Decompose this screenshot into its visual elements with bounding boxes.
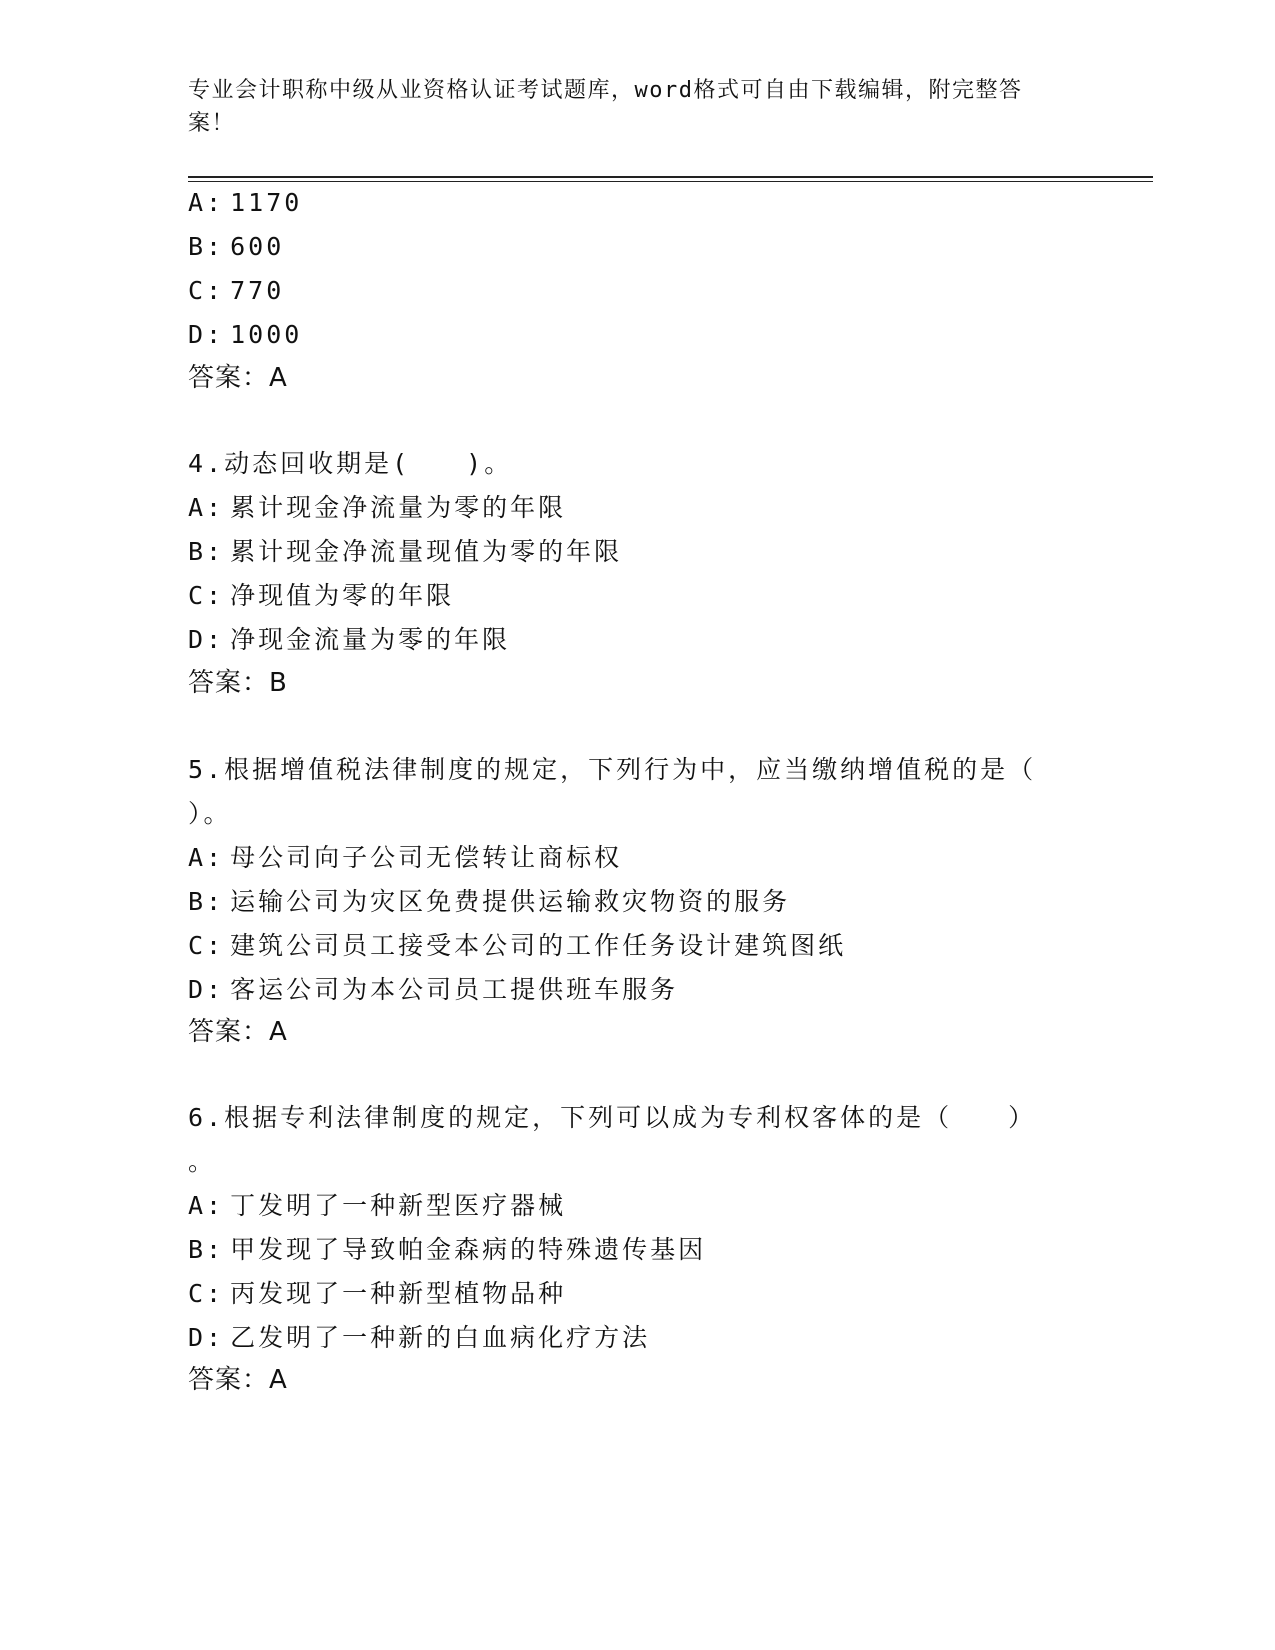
option-label: C: [188, 1279, 225, 1308]
option-text: 1000 [230, 320, 303, 349]
option-label: D: [188, 320, 225, 349]
option-label: C: [188, 931, 225, 960]
q3-option-c [188, 275, 284, 307]
option-label: A: [188, 188, 225, 217]
option-text: 母公司向子公司无偿转让商标权 [230, 843, 623, 872]
option-text: 600 [230, 232, 285, 261]
q5-stem-line1: 5.根据增值税法律制度的规定，下列行为中，应当缴纳增值税的是（ [188, 755, 1037, 784]
option-text: 770 [230, 276, 285, 305]
option-text: 运输公司为灾区免费提供运输救灾物资的服务 [230, 887, 791, 916]
q6-option-b [188, 1234, 706, 1266]
option-label: D: [188, 975, 225, 1004]
option-label: B: [188, 1235, 225, 1264]
option-text: 甲发现了导致帕金森病的特殊遗传基因 [230, 1235, 707, 1264]
q4-option-b [188, 536, 622, 568]
option-label: A: [188, 1191, 225, 1220]
q6-option-d [188, 1322, 650, 1354]
option-label: C: [188, 581, 225, 610]
q6-option-c [188, 1278, 566, 1310]
option-label: B: [188, 887, 225, 916]
option-label: C: [188, 276, 225, 305]
option-label: D: [188, 1323, 225, 1352]
option-text: 累计现金净流量现值为零的年限 [230, 537, 623, 566]
q6-stem-line1: 6.根据专利法律制度的规定，下列可以成为专利权客体的是（ ） [188, 1103, 1037, 1132]
q4-option-d [188, 624, 510, 656]
q4-option-a [188, 492, 566, 524]
option-text: 乙发明了一种新的白血病化疗方法 [230, 1323, 651, 1352]
q5-option-a [188, 842, 622, 874]
header-divider-thick [188, 176, 1153, 178]
page-header-text: 专业会计职称中级从业资格认证考试题库，word格式可自由下载编辑，附完整答案！ [188, 78, 1023, 136]
q5-stem-line2: ）。 [188, 799, 232, 828]
option-text: 1170 [230, 188, 303, 217]
q5-answer: 答案：A [188, 1017, 288, 1047]
q6-option-a [188, 1190, 566, 1222]
q4-option-c [188, 580, 454, 612]
q4-stem: 4.动态回收期是( )。 [188, 449, 513, 478]
option-label: B: [188, 232, 225, 261]
option-text: 丙发现了一种新型植物品种 [230, 1279, 567, 1308]
option-label: D: [188, 625, 225, 654]
option-text: 客运公司为本公司员工提供班车服务 [230, 975, 679, 1004]
option-text: 净现值为零的年限 [230, 581, 455, 610]
q6-answer: 答案：A [188, 1365, 288, 1395]
q5-option-c [188, 930, 846, 962]
q3-option-b [188, 231, 284, 263]
option-text: 净现金流量为零的年限 [230, 625, 511, 654]
q4-answer: 答案：B [188, 668, 288, 698]
option-label: A: [188, 493, 225, 522]
q6-stem-line2: 。 [188, 1147, 217, 1176]
q3-option-d [188, 319, 302, 351]
option-text: 累计现金净流量为零的年限 [230, 493, 567, 522]
option-text: 丁发明了一种新型医疗器械 [230, 1191, 567, 1220]
q3-answer: 答案：A [188, 363, 288, 393]
option-label: B: [188, 537, 225, 566]
q5-option-b [188, 886, 790, 918]
option-label: A: [188, 843, 225, 872]
q5-option-d [188, 974, 678, 1006]
option-text: 建筑公司员工接受本公司的工作任务设计建筑图纸 [230, 931, 847, 960]
header-divider-thin [188, 181, 1153, 182]
q3-option-a [188, 187, 302, 219]
